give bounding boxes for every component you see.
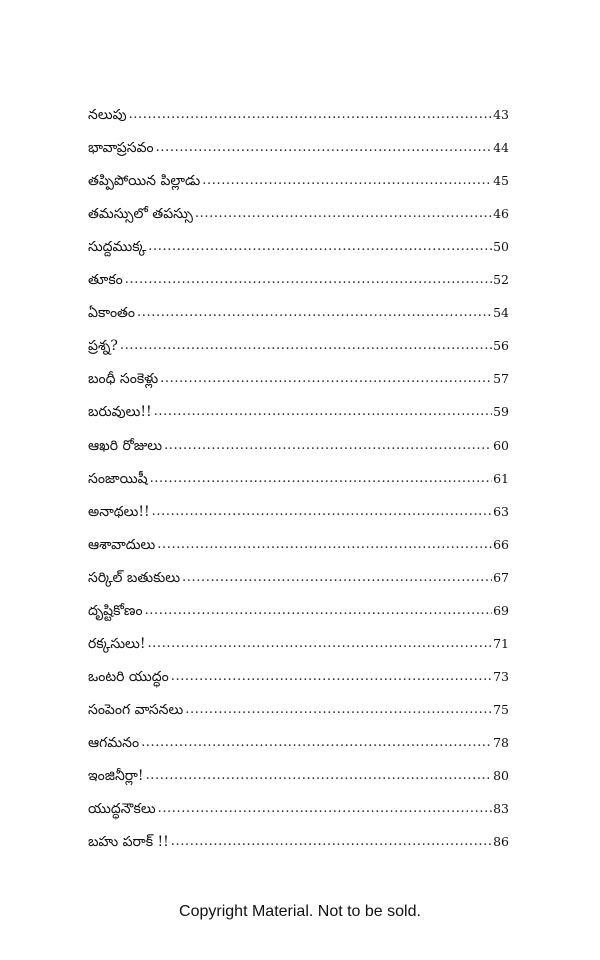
dot-leader [129,105,493,125]
toc-entry-title: యుద్ధనౌకలు [88,801,156,818]
toc-entry [88,356,509,389]
toc-entry-title: ఆగమనం [88,734,140,751]
toc-entry-page-number: 50 [493,239,509,255]
toc-entry-page-number: 56 [493,338,509,354]
dot-leader [156,138,492,158]
toc-entry-title: తప్పిపోయిన పిల్లాడు [88,173,201,190]
copyright-footer: Copyright Material. Not to be sold. [179,903,421,920]
dot-leader [137,303,492,323]
toc-entry [88,720,509,753]
toc-entry-page-number: 57 [493,371,509,387]
dot-leader [148,237,492,257]
toc-entry-page-number: 54 [493,305,509,321]
dot-leader [158,799,493,819]
dot-leader [202,171,492,191]
toc-entry [88,456,509,489]
toc-entry [88,588,509,621]
toc-entry-page-number: 71 [493,635,509,651]
toc-entry [88,191,509,224]
toc-entry-page-number: 45 [493,173,509,189]
dot-leader [195,204,492,224]
toc-entry-title: రక్కసులు! [88,635,146,652]
toc-entry-title: బహు పరాక్ !! [88,834,169,851]
toc-entry [88,257,509,290]
toc-entry-title: సంజాయిషీ [88,470,148,487]
toc-entry-title: తమస్సులో తపస్సు [88,206,193,223]
toc-entry-page-number: 80 [493,767,509,783]
toc-entry-title: తూకం [88,272,123,289]
dot-leader [164,436,492,456]
dot-leader [146,766,493,786]
toc-entry-page-number: 46 [493,206,509,222]
dot-leader [154,402,492,422]
toc-entry [88,819,509,852]
toc-entry-page-number: 69 [493,602,509,618]
dot-leader [171,832,492,852]
toc-entry-title: సంపెంగ వాసనలు [88,701,184,718]
dot-leader [185,700,492,720]
toc-entry [88,389,509,422]
dot-leader [150,469,493,489]
toc-entry-page-number: 78 [493,734,509,750]
dot-leader [171,667,492,687]
toc-entry-title: ఆఖరి రోజులు [88,437,163,454]
dot-leader [160,369,492,389]
dot-leader [152,502,492,522]
toc-entry-page-number: 43 [493,107,509,123]
toc-entry [88,555,509,588]
toc-entry [88,92,509,125]
table-of-contents [88,92,509,852]
toc-entry-title: బంధీ సంకెళ్లు [88,371,159,388]
toc-entry-page-number: 52 [493,272,509,288]
toc-entry [88,621,509,654]
toc-entry [88,422,509,455]
toc-entry-title: ఆశావాదులు [88,536,156,553]
toc-entry-title: దృష్టికోణం [88,602,143,619]
toc-entry [88,323,509,356]
toc-entry [88,522,509,555]
toc-entry-page-number: 83 [493,801,509,817]
toc-entry-page-number: 86 [493,834,509,850]
dot-leader [147,634,492,654]
toc-entry [88,290,509,323]
toc-entry-page-number: 61 [493,470,509,486]
dot-leader [141,733,492,753]
toc-entry [88,786,509,819]
toc-entry-title: ఇంజినీర్లా! [88,767,144,784]
dot-leader [125,270,492,290]
toc-entry-page-number: 44 [493,140,509,156]
toc-entry-title: అనాథలు!! [88,503,150,520]
toc-entry [88,489,509,522]
toc-entry-page-number: 75 [493,701,509,717]
toc-entry-title: ఏకాంతం [88,305,136,322]
toc-entry-page-number: 60 [493,437,509,453]
toc-entry [88,125,509,158]
toc-entry-title: సర్కిల్ బతుకులు [88,569,181,586]
dot-leader [157,535,492,555]
toc-entry-title: ఒంటరి యుద్ధం [88,668,169,685]
toc-entry-page-number: 73 [493,668,509,684]
toc-entry-page-number: 63 [493,503,509,519]
toc-entry [88,687,509,720]
toc-entry-page-number: 66 [493,536,509,552]
toc-entry-page-number: 59 [493,404,509,420]
toc-entry [88,224,509,257]
toc-entry-title: భావాప్రసవం [88,140,154,157]
toc-entry [88,654,509,687]
toc-entry-title: ప్రశ్న? [88,338,118,355]
toc-entry-page-number: 67 [493,569,509,585]
toc-entry [88,158,509,191]
toc-entry [88,753,509,786]
dot-leader [182,568,492,588]
dot-leader [120,336,492,356]
toc-entry-title: సుద్దముక్క [88,239,147,256]
toc-entry-title: బరువులు!! [88,404,152,421]
toc-entry-title: నలుపు [88,107,127,124]
dot-leader [145,601,493,621]
